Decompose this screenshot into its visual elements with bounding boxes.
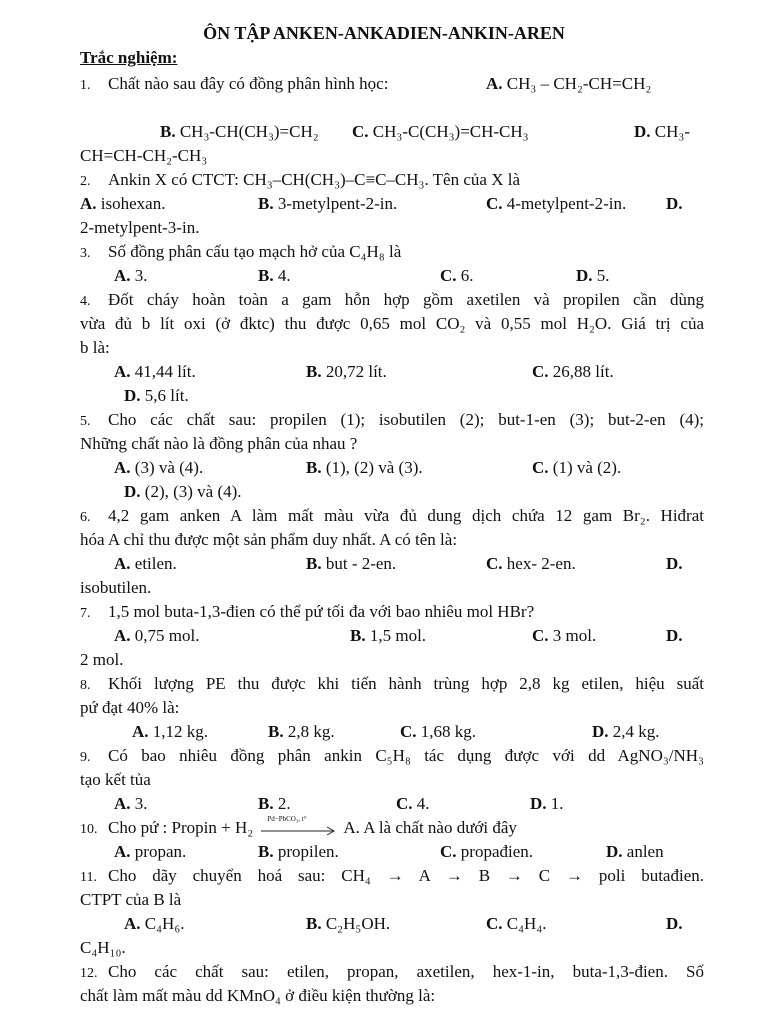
option-c	[486, 192, 626, 216]
reaction-arrow	[261, 815, 339, 839]
option-text: 4.	[277, 266, 291, 285]
option-text: 6.	[460, 266, 474, 285]
arrow-right-icon	[261, 826, 339, 836]
question-2	[80, 168, 704, 194]
option-label: B.	[258, 266, 274, 285]
option-label: B.	[268, 722, 284, 741]
question-12-line-2: chất làm mất màu dd KMnO₄ ở điều kiện thường là:	[80, 986, 436, 1005]
option-text: 3.	[134, 794, 148, 813]
question-11-line-2: CTPT của B là	[80, 890, 182, 909]
question-text: Cho dãy chuyển hoá sau: CH₄ → A → B → C → poli butađien.	[108, 866, 704, 885]
question-4	[80, 288, 704, 314]
option-text: 3-metylpent-2-in.	[277, 194, 398, 213]
question-number: 4.	[80, 294, 91, 309]
option-label: A.	[114, 362, 131, 381]
option-c	[440, 264, 474, 288]
question-text: Khối lượng PE thu được khi tiến hành trùng hợp 2,8 kg etilen, hiệu suất	[108, 674, 704, 693]
option-b	[350, 624, 426, 648]
option-label: C.	[400, 722, 417, 741]
option-d	[634, 120, 690, 144]
option-label: C.	[486, 914, 503, 933]
option-d	[666, 192, 683, 216]
option-text: isohexan.	[100, 194, 166, 213]
option-text: 2,8 kg.	[287, 722, 335, 741]
question-text: Số đồng phân cấu tạo mạch hở của C₄H₈ là	[108, 242, 402, 261]
option-c	[396, 792, 430, 816]
option-b	[306, 456, 423, 480]
question-number: 3.	[80, 246, 91, 261]
question-text: 1,5 mol buta-1,3-đien có thể pứ tối đa với bao nhiêu mol HBr?	[108, 602, 535, 621]
option-label: D.	[124, 386, 141, 405]
option-label: B.	[350, 626, 366, 645]
option-text: 5,6 lít.	[144, 386, 189, 405]
option-label: C.	[352, 122, 369, 141]
option-a	[486, 72, 651, 96]
option-label: D.	[592, 722, 609, 741]
question-text-continued: A. A là chất nào dưới đây	[343, 818, 517, 837]
option-text: CH₃-CH(CH₃)=CH₂	[179, 122, 319, 141]
option-text: C₂H₅OH.	[325, 914, 391, 933]
option-c	[486, 912, 547, 936]
question-12	[80, 960, 704, 986]
option-text: 1.	[550, 794, 564, 813]
option-text: 1,12 kg.	[152, 722, 209, 741]
question-number: 6.	[80, 510, 91, 525]
option-label: D.	[666, 914, 683, 933]
option-text: CH₃-C(CH₃)=CH-CH₃	[372, 122, 529, 141]
option-text: propilen.	[277, 842, 339, 861]
question-10	[80, 816, 704, 842]
option-b	[268, 720, 335, 744]
option-b	[306, 912, 390, 936]
option-label: A.	[114, 794, 131, 813]
section-heading: Trắc nghiệm:	[80, 48, 178, 67]
option-text: 4-metylpent-2-in.	[506, 194, 627, 213]
option-text: 1,5 mol.	[369, 626, 427, 645]
question-8	[80, 672, 704, 698]
option-label: A.	[114, 626, 131, 645]
option-label: B.	[258, 794, 274, 813]
question-6-line-2: hóa A chỉ thu được một sản phẩm duy nhất. A có tên là:	[80, 530, 458, 549]
option-label: B.	[160, 122, 176, 141]
option-b	[258, 792, 291, 816]
option-b	[160, 120, 319, 144]
option-d	[576, 264, 610, 288]
option-a	[114, 792, 148, 816]
question-4-line-3: b là:	[80, 338, 110, 357]
question-number: 12.	[80, 966, 98, 981]
option-label: A.	[114, 842, 131, 861]
option-a	[132, 720, 208, 744]
option-b	[306, 552, 396, 576]
page-title: ÔN TẬP ANKEN-ANKADIEN-ANKIN-AREN	[203, 23, 565, 43]
option-label: B.	[258, 842, 274, 861]
option-text: (3) và (4).	[134, 458, 204, 477]
option-label: C.	[486, 554, 503, 573]
option-text: 3 mol.	[552, 626, 597, 645]
option-label: B.	[306, 914, 322, 933]
option-c	[486, 552, 576, 576]
question-7	[80, 600, 704, 626]
option-text: propađien.	[460, 842, 534, 861]
option-b	[258, 264, 291, 288]
option-c	[532, 360, 614, 384]
option-a	[114, 264, 148, 288]
option-d-text: isobutilen.	[80, 578, 152, 597]
question-text: 4,2 gam anken A làm mất màu vừa đủ dung dịch chứa 12 gam Br₂. Hiđrat	[108, 506, 704, 525]
option-d	[666, 624, 683, 648]
option-text: C₄H₆.	[144, 914, 185, 933]
question-number: 9.	[80, 750, 91, 765]
option-text: 5.	[596, 266, 610, 285]
option-label: A.	[114, 266, 131, 285]
option-label: A.	[132, 722, 149, 741]
option-label: C.	[532, 626, 549, 645]
option-d	[606, 840, 664, 864]
question-text: Ankin X có CTCT: CH₃–CH(CH₃)–C≡C–CH₃. Tên của X là	[108, 170, 520, 189]
question-number: 2.	[80, 174, 91, 189]
question-number: 5.	[80, 414, 91, 429]
option-d-text: 2-metylpent-3-in.	[80, 218, 200, 237]
option-d	[530, 792, 564, 816]
option-a	[114, 360, 196, 384]
option-text: 20,72 lít.	[325, 362, 387, 381]
question-number: 8.	[80, 678, 91, 693]
option-text: anlen	[626, 842, 664, 861]
question-number: 10.	[80, 822, 98, 837]
option-text: 0,75 mol.	[134, 626, 200, 645]
question-3	[80, 240, 704, 266]
question-6	[80, 504, 704, 530]
option-b	[306, 360, 387, 384]
option-label: B.	[306, 554, 322, 573]
option-label: C.	[440, 266, 457, 285]
option-text: CH₃-	[654, 122, 690, 141]
option-text: etilen.	[134, 554, 177, 573]
reaction-condition: Pd−PbCO₃, t°	[267, 815, 307, 824]
question-9-line-2: tạo kết tủa	[80, 770, 151, 789]
option-text: 26,88 lít.	[552, 362, 614, 381]
option-d-text: 2 mol.	[80, 650, 124, 669]
option-label: C.	[486, 194, 503, 213]
question-9	[80, 744, 704, 770]
option-d-continued: CH=CH-CH₂-CH₃	[80, 146, 208, 165]
option-text: propan.	[134, 842, 187, 861]
option-text: 1,68 kg.	[420, 722, 477, 741]
option-label: D.	[666, 554, 683, 573]
question-text: Chất nào sau đây có đồng phân hình học:	[108, 74, 389, 93]
question-8-line-2: pứ đạt 40% là:	[80, 698, 180, 717]
option-label: A.	[124, 914, 141, 933]
option-label: C.	[532, 458, 549, 477]
option-a	[114, 840, 186, 864]
question-number: 7.	[80, 606, 91, 621]
option-text: (1) và (2).	[552, 458, 622, 477]
option-label: B.	[306, 458, 322, 477]
option-text: 2,4 kg.	[612, 722, 660, 741]
option-label: B.	[306, 362, 322, 381]
option-text: 3.	[134, 266, 148, 285]
option-label: A.	[80, 194, 97, 213]
option-label: D.	[124, 482, 141, 501]
option-d	[592, 720, 660, 744]
question-text: Cho các chất sau: propilen (1); isobutilen (2); but-1-en (3); but-2-en (4);	[108, 410, 704, 429]
option-label: A.	[486, 74, 503, 93]
option-c	[532, 624, 596, 648]
option-label: D.	[606, 842, 623, 861]
option-label: D.	[666, 626, 683, 645]
option-c	[352, 120, 529, 144]
option-label: D.	[634, 122, 651, 141]
option-c	[400, 720, 476, 744]
question-5-line-2: Những chất nào là đồng phân của nhau ?	[80, 434, 358, 453]
option-text: C₄H₄.	[506, 914, 547, 933]
option-label: D.	[576, 266, 593, 285]
option-d	[124, 480, 242, 504]
option-a	[114, 456, 203, 480]
option-text: CH₃ – CH₂-CH=CH₂	[506, 74, 652, 93]
option-label: C.	[532, 362, 549, 381]
option-text: 4.	[416, 794, 430, 813]
option-label: D.	[530, 794, 547, 813]
question-5	[80, 408, 704, 434]
option-b	[258, 192, 397, 216]
question-4-line-2: vừa đủ b lít oxi (ở đktc) thu được 0,65 mol CO₂ và 0,55 mol H₂O. Giá trị của	[80, 314, 704, 333]
option-c	[440, 840, 533, 864]
question-text: Có bao nhiêu đồng phân ankin C₅H₈ tác dụng được với dd AgNO₃/NH₃	[108, 746, 704, 765]
option-d-text: C₄H₁₀.	[80, 938, 126, 957]
option-b	[258, 840, 339, 864]
option-d	[124, 384, 189, 408]
option-label: C.	[396, 794, 413, 813]
option-a	[80, 192, 165, 216]
option-text: 2.	[277, 794, 291, 813]
option-a	[114, 624, 199, 648]
option-text: but - 2-en.	[325, 554, 397, 573]
option-c	[532, 456, 621, 480]
question-number: 11.	[80, 870, 97, 885]
option-a	[124, 912, 185, 936]
option-d	[666, 552, 683, 576]
question-number: 1.	[80, 78, 91, 93]
option-text: (2), (3) và (4).	[144, 482, 242, 501]
option-label: A.	[114, 458, 131, 477]
option-label: B.	[258, 194, 274, 213]
question-text: Cho các chất sau: etilen, propan, axetilen, hex-1-in, buta-1,3-đien. Số	[108, 962, 704, 981]
option-label: A.	[114, 554, 131, 573]
option-label: D.	[666, 194, 683, 213]
question-text: Cho pứ : Propin + H₂	[108, 818, 254, 837]
question-text: Đốt cháy hoàn toàn a gam hỗn hợp gồm axetilen và propilen cần dùng	[108, 290, 704, 309]
option-a	[114, 552, 177, 576]
option-label: C.	[440, 842, 457, 861]
option-d	[666, 912, 683, 936]
question-11	[80, 864, 704, 890]
option-text: hex- 2-en.	[506, 554, 576, 573]
option-text: (1), (2) và (3).	[325, 458, 423, 477]
option-text: 41,44 lít.	[134, 362, 196, 381]
